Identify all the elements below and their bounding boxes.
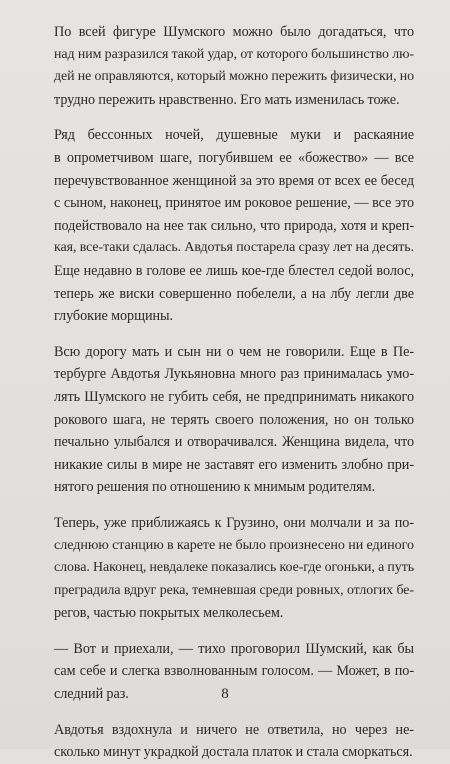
page-number: 8 [221, 686, 229, 702]
text-line: печально улыбался и отворачивался. Женщина видела, что [54, 434, 414, 451]
text-line: Всю дорогу мать и сын ни о чем не говорили. Еще в Пе- [54, 343, 414, 360]
text-line: следнюю станцию в карете не было произнесено ни единого [54, 537, 414, 554]
text-line: тербурге Авдотья Лукьяновна много раз принималась умо- [54, 366, 414, 383]
text-line: Еще недавно в голове ее лишь кое-где блестел седой волос, [54, 262, 414, 279]
text-line: сколько минут украдкой достала платок и стала сморкаться. [54, 744, 413, 761]
text-line: сам себе и слегка взволнованным голосом. — Может, в по- [54, 663, 414, 680]
text-line: подействовало на нее так сильно, что природа, хотя и креп- [54, 217, 414, 234]
text-line: По всей фигуре Шумского можно было догадаться, что [54, 24, 414, 40]
text-line: глубокие морщины. [54, 308, 174, 325]
paragraph [35, 21, 414, 111]
text-line: Теперь, уже приближаясь к Грузино, они молчали и за по- [54, 514, 414, 531]
text-line: регов, частью покрытых мелколесьем. [54, 605, 284, 622]
text-line: Авдотья вздохнула и ничего не ответила, но через не- [54, 721, 414, 738]
body-text [35, 21, 414, 764]
text-line: дей не оправляются, который можно пережить физически, но [54, 69, 414, 85]
paragraph [35, 124, 414, 327]
text-line: преградила вдруг река, темневшая среди ровных, отлогих бе- [54, 582, 414, 598]
text-line: перечувствованное женщиной за это время от всех ее бесед [54, 172, 414, 189]
text-line: следний раз. [54, 686, 129, 703]
text-line: в опрометчивом шаге, погубившем ее «божество» — все [54, 149, 414, 166]
paragraph [35, 341, 414, 499]
text-line: Ряд бессонных ночей, душевные муки и раскаяние [54, 127, 414, 144]
text-line: кая, все-таки сдалась. Авдотья постарела сразу лет на десять. [54, 240, 414, 256]
paragraph [35, 512, 414, 625]
text-line: нятого решения по отношению к мнимым родителям. [54, 479, 376, 496]
text-line: трудно пережить нравственно. Его мать изменилась тоже. [54, 91, 400, 108]
text-line: над ним разразился такой удар, от которого большинство лю- [54, 46, 414, 62]
paragraph [35, 719, 414, 764]
text-line: — Вот и приехали, — тихо проговорил Шумский, как бы [54, 640, 414, 657]
text-line: теперь же виски совершенно побелели, а на лбу легли две [54, 285, 414, 302]
text-line: с сыном, наконец, принятое им роковое решение, — все это [54, 195, 414, 212]
text-line: никакие силы в мире не заставят его изменить злобно при- [54, 456, 414, 473]
text-line: рокового шага, не терять своего положения, но он только [54, 411, 414, 428]
text-line: лять Шумского не губить себя, не предпринимать никакого [54, 388, 414, 405]
text-line: слова. Наконец, невдалеке показались кое-где огоньки, а путь [54, 560, 415, 576]
